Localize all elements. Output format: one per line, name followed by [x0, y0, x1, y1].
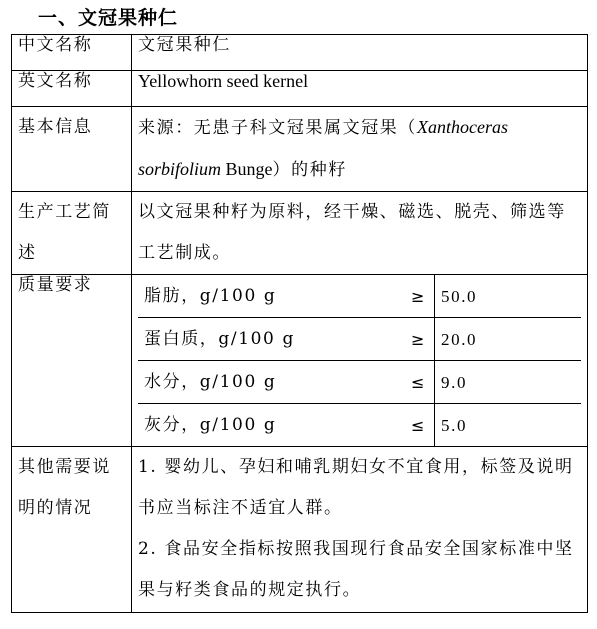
quality-item-name: 脂肪，g/100 g — [138, 275, 400, 318]
table-row — [12, 447, 588, 613]
quality-item-value: 20.0 — [435, 318, 582, 361]
quality-label: 质量要求 — [12, 275, 132, 447]
note-item: 1. 婴幼儿、孕妇和哺乳期妇女不宜食用，标签及说明书应当标注不适宜人群。 — [138, 457, 574, 518]
table-row — [12, 192, 588, 275]
basic-info-label: 基本信息 — [12, 107, 132, 192]
basic-info-value — [132, 107, 588, 192]
note-item: 2. 食品安全指标按照我国现行食品安全国家标准中坚果与籽类食品的规定执行。 — [138, 539, 574, 600]
other-notes-value — [132, 447, 588, 613]
other-notes-label: 其他需要说明的情况 — [12, 447, 132, 613]
process-label: 生产工艺简述 — [12, 192, 132, 275]
chinese-name-label: 中文名称 — [12, 35, 132, 71]
section-heading: 一、文冠果种仁 — [38, 7, 179, 29]
quality-row — [138, 404, 581, 447]
quality-item-operator: ≥ — [400, 275, 435, 318]
english-name-text: Yellowhorn seed kernel — [138, 71, 309, 91]
latin-species: sorbifolium — [138, 159, 222, 179]
quality-item-value: 5.0 — [435, 404, 582, 447]
table-row — [12, 35, 588, 71]
quality-item-operator: ≥ — [400, 318, 435, 361]
process-value: 以文冠果种籽为原料，经干燥、磁选、脱壳、筛选等工艺制成。 — [132, 192, 588, 275]
quality-item-value: 9.0 — [435, 361, 582, 404]
quality-item-operator: ≤ — [410, 415, 426, 435]
source-prefix: 来源：无患子科文冠果属文冠果（ — [138, 118, 417, 138]
quality-item-value: 50.0 — [435, 275, 582, 318]
english-name-value — [132, 71, 588, 107]
source-suffix: ）的种籽 — [272, 160, 347, 180]
quality-row — [138, 275, 581, 318]
table-row — [12, 71, 588, 107]
chinese-name-value: 文冠果种仁 — [132, 35, 588, 71]
table-row — [12, 275, 588, 447]
quality-table — [138, 275, 581, 446]
english-name-label: 英文名称 — [12, 71, 132, 107]
latin-genus: Xanthoceras — [417, 117, 508, 137]
quality-item-operator: ≤ — [400, 361, 435, 404]
info-table — [11, 34, 588, 613]
quality-item-name: 灰分，g/100 g — [144, 414, 277, 435]
quality-item-name: 蛋白质，g/100 g — [138, 318, 400, 361]
quality-item-name: 水分，g/100 g — [138, 361, 400, 404]
table-row — [12, 107, 588, 192]
latin-authority: Bunge — [225, 159, 273, 179]
quality-row — [138, 361, 581, 404]
quality-row — [138, 318, 581, 361]
quality-cell — [132, 275, 588, 447]
